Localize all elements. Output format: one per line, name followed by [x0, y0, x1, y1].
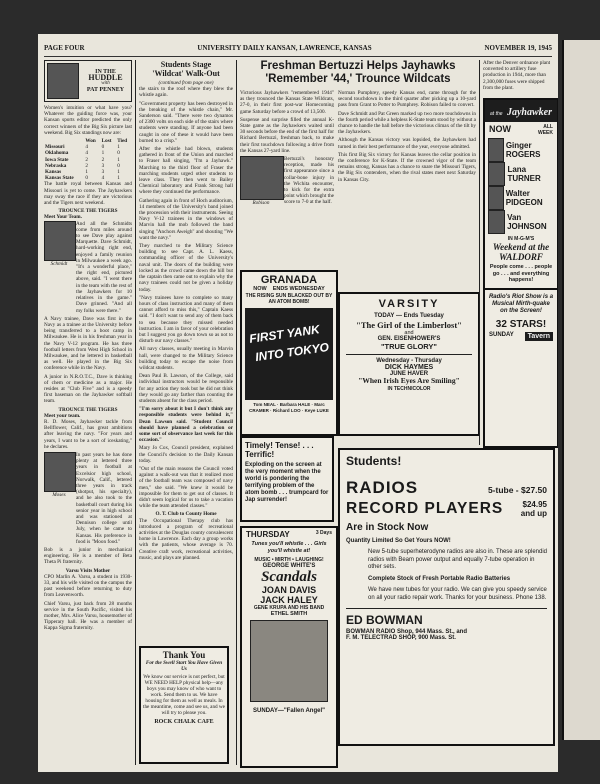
timely-body: Exploding on the screen at the very moment when the world is pondering the terrifying problem of the atom bomb . . . trumpcard for Jap surrender!	[245, 462, 329, 503]
showing-line: GEN. EISENHOWER'S	[377, 336, 441, 342]
poster-art	[250, 620, 328, 702]
walkout-paragraph: Gathering again in front of Hoch auditorium, 14 members of the University's band joined the procession with their instruments. Seeing Navy V-12 trainees in the windows of Marvin hall the mob followed the band singing "Anchors Aweigh" and shouting "We want the navy."	[139, 197, 233, 241]
moses-photo	[44, 452, 76, 492]
showing-line: Wednesday - Thursday	[376, 358, 442, 364]
walkout-paragraph: "Navy trainees have to complete so many hours of class instruction and many of them cannot afford to miss this," Captain Kaess said. "I don't want to send any of them back to sea because they missed needed instruction. I am in favor of your celebration but I suggest you go down town so as not to disturb our navy classes."	[139, 294, 233, 345]
star-portrait	[488, 210, 505, 234]
and-label: and	[404, 330, 414, 336]
ad-body: We know our service is not perfect, but WE NEED HELP physical help—any boys you may know of who want to work. Send them to us. We have housing for them as well as meals. In the meantime, come and see us, and we will try to please you.	[143, 674, 225, 716]
won: 4	[85, 150, 88, 157]
huddle-paragraph: CPO Marlin A. Varsu, a student in 1930-33, and his wife visited on the campus the past weekend before returning to duty from Leavenworth.	[44, 573, 132, 599]
star-name: DICK HAYMES	[384, 364, 434, 371]
walkout-paragraph: The Occupational Therapy club has introduced a program of recreational activities at the Douglas county convalescent home in Lawrence. Each day a group works with the patients, whose average is 70. Creative craft work, recreational activities, music, and plays are planned.	[139, 517, 233, 561]
subhead-secondary: Meet your team.	[44, 412, 81, 419]
tied: 1	[117, 175, 120, 182]
price: 5-tube - $27.50	[487, 485, 547, 495]
price-note: and up	[520, 509, 547, 518]
star-name: JACK HALEY	[260, 595, 318, 605]
film-title: "TRUE GLORY"	[380, 342, 437, 351]
radios-paragraph: We have new tubes for your radio. We can give you speedy service on all your radio repair work. Thanks for your business. Phone 138.	[368, 587, 547, 601]
waldorf-ad	[483, 98, 558, 448]
lost: 0	[101, 144, 105, 151]
newspaper-page	[38, 34, 558, 772]
headline-line-1: Freshman Bertuzzi Helps Jayhawks	[260, 60, 456, 72]
in-stock-line: Are in Stock Now	[346, 522, 429, 533]
at-label: at the	[490, 111, 503, 117]
columnist-photo	[47, 63, 79, 99]
team-name: Nebraska	[45, 162, 67, 169]
lost: 4	[101, 175, 105, 182]
tied: 0	[117, 162, 120, 169]
star-name: Walter PIDGEON	[505, 189, 543, 207]
star-portrait	[488, 186, 504, 210]
dealer-name: ED BOWMAN	[346, 613, 423, 627]
dealer-address: BOWMAN RADIO Shop, 944 Mass. St., and	[346, 629, 468, 635]
presenter: GEORGE WHITE'S	[262, 563, 316, 569]
film-title: Weekend at the WALDORF	[492, 242, 550, 262]
star-name: ETHEL SMITH	[270, 611, 308, 617]
won: 0	[85, 175, 88, 182]
timely-title: Timely! Tense! . . . Terrific!	[245, 441, 314, 459]
walkout-headline-1: Students Stage	[160, 60, 212, 69]
theater-name: VARSITY	[378, 298, 440, 310]
huddle-column	[44, 60, 132, 765]
film-title: "When Irish Eyes Are Smiling"	[358, 376, 460, 385]
standings-table	[44, 138, 132, 181]
continued-note: (continued from page one)	[158, 80, 214, 86]
story-paragraph: Dave Schmidt and Pat Green marked up two more touchdowns in the fourth period while a helpless K-State team stood by without a chance to handle the ball before the victorious climax of the tilt by the Jayhawkers.	[338, 110, 476, 136]
huddle-paragraph: The battle royal between Kansas and Missouri is yet to come. The Jayhawkers may sway the race if they are victorious and the Tigers next weekend.	[44, 181, 132, 207]
huddle-paragraph: A Navy trainee, Dave was first in the Navy as a trainee at the University before being transferred to a boot camp in Milwaukee. He is in his freshman year in the Navy V-12 program. He has three football letters from West High School in Milwaukee, and he lettered in basketball as well. He played in the Big Six conference while in the Navy.	[44, 315, 132, 372]
star-name: JOAN DAVIS	[261, 585, 317, 595]
story-paragraph: Suspense and surprise filled the annual K-State game as the Jayhawkers waited until 30 seconds before the end of the first half for Richard Bertuzzi, freshman back, to make their first touchdown following a drive from the Kansas 27-yard line.	[240, 116, 334, 154]
photo-caption: Schmidt	[50, 260, 68, 267]
subhead-secondary: Meet Your Team.	[44, 214, 82, 221]
radios-paragraph: New 5-tube superheterodyne radios are also in. These are splendid radios with Beam power output and equally 7-tube operation in other sets.	[368, 549, 547, 570]
standings-head-cell: Tied	[117, 138, 128, 145]
story-paragraph: Norman Pumphrey, speedy Kansas end, came through for the second touchdown in the third quarter after picking up a 10-yard pass from Grant to Potter to Pumphrey. Robison failed to convert.	[338, 90, 476, 109]
subhead: Varsu Visits Mother	[65, 567, 111, 574]
walkout-paragraph: the stairs to the roof where they blew the whistle again.	[139, 86, 233, 99]
tagline: THE RISING SUN BLACKED OUT BY AN ATOM BOMB!	[245, 293, 333, 305]
huddle-paragraph: R. D. Moses, Jayhawker tackle from Bellflower, Calif., has great ambitions after leaving the navy. "For years and years, I want to be a sort of iceskating," he declares.	[44, 418, 132, 450]
huddle-title: HUDDLE	[88, 72, 123, 82]
team-name: Kansas State	[45, 175, 74, 182]
days-label: 3 Days	[315, 530, 332, 536]
walkout-paragraph: After the whistle had blown, students gathered in front of the Union and marched to Fraser hall singing, "I'm a Jayhawk." Marching to the third floor of Fraser the marching students urged other students to leave class. They then went to Bailey Chemical laboratory and Frank Strong hall where they continued the performance.	[139, 146, 233, 196]
star-name: JUNE HAVER	[389, 371, 429, 377]
issue-date: NOVEMBER 19, 1945	[484, 44, 552, 52]
star-name: Van JOHNSON	[507, 213, 547, 231]
lost: 3	[101, 169, 105, 176]
standings-head-cell: Won	[85, 138, 96, 145]
walkout-column	[139, 60, 233, 645]
walkout-paragraph: All navy classes, usually meeting in Marvin hall, were changed to the Military Science building today to escape the noise from wildcat students.	[139, 346, 233, 371]
headline-line-2: 'Remember '44,' Trounce Wildcats	[265, 73, 451, 85]
huddle-paragraph: And all the Schmidts come from miles around to see Dave play against Marquette. Dave Schmidt, hard-working right end, enjoyed a family reunion in Milwaukee a week ago. "It's a wonderful place," the right end, pictured above, said. "I went there in the team with the rest of the Jayhawkers for 10 relatives in the game." Dave grinned. "And all my folks were there."	[76, 220, 132, 314]
story-paragraph: Although the Kansas victory was lopsided, the Jayhawkers had turned in their best performance of the year, everyone admitted.	[338, 137, 476, 150]
walkout-paragraph: Mary Jo Cox, Council president, explained the Council's decision to the Daily Kansan today.	[139, 445, 233, 464]
subhead: TROUNCE THE TIGERS	[58, 406, 118, 413]
robison-photo	[240, 156, 284, 200]
subhead: O. T. Club to County Home	[155, 511, 217, 518]
team-name: Kansas	[45, 169, 62, 176]
dealer-address: F. M. TELECTRAD SHOP, 900 Mass. St.	[346, 635, 456, 641]
tied: 0	[117, 150, 120, 157]
film-title: Tavern	[525, 332, 553, 341]
limited-line: Quantity Limited So Get Yours NOW!	[346, 538, 451, 544]
theater-banner	[485, 100, 557, 122]
all-label: ALL	[543, 124, 553, 130]
tagline: People come . . . people go . . . and everything happens!	[489, 264, 553, 283]
day-label: THURSDAY	[246, 530, 290, 539]
huddle-paragraph: Chief Varsu, just back from 28 months service in the South Pacific, visited his mother, Mrs. Alice Varsu, housemother of Tipperary hall. He was a member of Kappa Sigma fraternity.	[44, 600, 132, 632]
won: 1	[85, 169, 88, 176]
film-title-1: FIRST YANK	[248, 322, 321, 346]
page-number: PAGE FOUR	[44, 44, 85, 52]
in-label: IN M-G-M'S	[507, 236, 535, 242]
tied: 1	[117, 169, 120, 176]
rock-chalk-cafe-ad	[139, 646, 229, 764]
huddle-intro: Women's intuition or what have you? Whatever the guiding force was, your Kansan sports editor predicted the only correct winners of the Big Six picture last weekend. Big Six standings now are:	[44, 105, 132, 136]
column-rule	[479, 60, 480, 445]
film-title-2: INTO TOKYO	[254, 339, 330, 365]
huddle-with: with	[101, 81, 110, 86]
photo-caption: Moses	[52, 491, 66, 498]
huddle-header	[44, 60, 132, 102]
timely-ad	[240, 436, 334, 522]
adjacent-page-edge	[562, 40, 600, 740]
promo-line: Radio's Riot Show is a Musical Mirth-quake on the Screen!	[488, 293, 554, 314]
huddle-paragraph: Bob is a junior in mechanical engineering. He is a member of Beta Theta Pi fraternity.	[44, 547, 132, 566]
stars-count: 32 STARS!	[495, 318, 547, 330]
story-paragraph: Bertuzzi's honorary reception, made his first appearance since a collar-bone injury in the Wichita encounter, to kick for the extra point which brought the score to 7-0 at the half.	[284, 156, 334, 206]
schmidt-photo	[44, 221, 76, 261]
now-label: NOW	[489, 124, 511, 134]
poster-art	[245, 308, 333, 400]
huddle-kicker: IN THE	[95, 68, 116, 75]
tied: 1	[117, 144, 120, 151]
won: 4	[85, 144, 88, 151]
star-portrait	[488, 162, 505, 186]
photo-caption: Robison	[252, 200, 270, 207]
huddle-paragraph: A junior in N.R.O.T.C., Dave is thinking of chem or medicine as a major. He resides at "Club Five" and is a speedy first baseman on the Jayhawker softball team.	[44, 373, 132, 405]
showing-line: TODAY — Ends Tuesday	[374, 313, 444, 319]
page-header	[44, 44, 552, 57]
star-portrait	[488, 138, 504, 162]
team-name: Oklahoma	[45, 150, 69, 157]
lost: 1	[101, 150, 105, 157]
walkout-paragraph: "I'm sorry about it but I don't think any responsible students were behind it," Dean Lawson said. "Student Council should have planned a celebration or some sort of observance last week for this occasion."	[139, 406, 233, 444]
huddle-paragraph: In past years he has done plenty at lettered three years in football at Excelsior high school, Norwalk, Calif., lettered three years in track (shotput, his specialty), and he also took to the basketball court during his senior year in high school and was stationed at Dennison college until July, when he came to Kansas. His preference in food is "Moon food."	[76, 451, 132, 545]
ad-subtitle: For the Swell Start You Have Given Us	[145, 660, 223, 672]
scandals-ad	[240, 526, 338, 768]
lost: 3	[101, 162, 105, 169]
column-rule	[135, 60, 136, 765]
ordnance-note	[483, 60, 555, 96]
bertuzzi-headline	[240, 60, 476, 86]
fun-line: MUSIC • MIRTH • LAUGHING!	[254, 557, 324, 563]
walkout-paragraph: Dean Paul B. Lawson, of the College, said individual instructors would be responsible for any action they took but he did not think they would go any farther than counting the students absent for the class period.	[139, 373, 233, 404]
columnist-name: PAT PENNEY	[86, 87, 125, 94]
walkout-headline-2: 'Wildcat' Walk-Out	[152, 69, 220, 78]
film-title: "The Girl of the Limberlost"	[356, 320, 462, 330]
students-callout: Students!	[346, 454, 402, 468]
week-label: WEEK	[538, 130, 553, 136]
sunday-line: SUNDAY—"Fallen Angel"	[253, 708, 325, 714]
team-name: Missouri	[45, 144, 65, 151]
won: 2	[85, 156, 88, 163]
tagline: Tunes you'll whistle . . . Girls you'll whistle at!	[251, 541, 327, 554]
bertuzzi-col-2	[338, 90, 476, 266]
team-name: Iowa State	[45, 156, 69, 163]
theater-name: GRANADA	[260, 274, 318, 286]
star-name: Ginger ROGERS	[505, 141, 541, 159]
standings-head-cell: Lost	[101, 138, 112, 145]
product-record-players: RECORD PLAYERS	[346, 500, 504, 517]
cafe-name: ROCK CHALK CAFE	[154, 719, 214, 725]
product-radios: RADIOS	[346, 478, 419, 497]
star-name: GENE KRUPA AND HIS BAND	[253, 605, 325, 611]
price: $24.95	[522, 500, 547, 509]
tied: 1	[117, 156, 120, 163]
granada-ad	[240, 270, 338, 436]
radios-ad	[338, 448, 555, 746]
subhead: TROUNCE THE TIGERS	[58, 208, 118, 215]
ends-label: ENDS WEDNESDAY	[272, 286, 325, 292]
theater-name: Jayhawker	[506, 107, 552, 118]
walkout-paragraph: "Out of the main reasons the Council voted against a walk-out was that it realized most of the football team was composed of navy men," she said. "We knew it would be impossible for them to get out of classes. It didn't seem logical for us to take a vacation while the team attended classes."	[139, 465, 233, 510]
bertuzzi-col-1	[240, 90, 334, 266]
ad-title: Thank You	[162, 650, 206, 660]
star-name: Lana TURNER	[507, 165, 541, 183]
story-paragraph: Victorious Jayhawkers "remembered 1944" as they trounced the Kansas State Wildcats, 27-0, in their first post-war Homecoming game Saturday before a crowd of 13,500.	[240, 90, 334, 115]
column-rule	[236, 60, 237, 765]
varsity-ad	[338, 292, 480, 436]
sunday-label: SUNDAY	[489, 331, 514, 338]
won: 2	[85, 162, 88, 169]
cast-line: Tom NEAL · Barbara HALE · Marc CRAMER · Richard LOO · Keye LUKE	[249, 402, 329, 413]
filler-paragraph: After the Denver ordnance plant converted to artillery fuse production in 1944, more than 2,300,000 fuses were shipped from the plant.	[483, 60, 551, 91]
batteries-line: Complete Stock of Fresh Portable Radio Batteries	[368, 575, 511, 582]
masthead: UNIVERSITY DAILY KANSAN, LAWRENCE, KANSAS	[197, 44, 372, 52]
walkout-paragraph: They marched to the Military Science building to see Capt. A. L. Kaess, commanding officer of the University's naval unit. The doors of the building were locked as the crowd came down the hill but the captain then came out to explain why the navy trainees could not be given a holiday today.	[139, 243, 233, 293]
technicolor-note: IN TECHNICOLOR	[387, 386, 431, 392]
walkout-paragraph: "Government property has been destroyed in the breaking of the whistle chain," Mr. Sanderson said. "There were two dynamos of 2300 volts on each side of the stairs where students were standing. If anyone had been caught in one of these it would have been burned to a crisp."	[139, 100, 233, 144]
film-title: Scandals	[261, 569, 317, 585]
lost: 2	[101, 156, 105, 163]
now-label: NOW	[253, 286, 267, 292]
story-paragraph: This first Big Six victory for Kansas leaves the cellar position in the conference for K-State. If the crowned vigor of the team remains strong, Kansas has a chance to snare the Missouri Tigers, the Big Six contenders, when the rival states meet next Saturday in Kansas City.	[338, 151, 476, 183]
